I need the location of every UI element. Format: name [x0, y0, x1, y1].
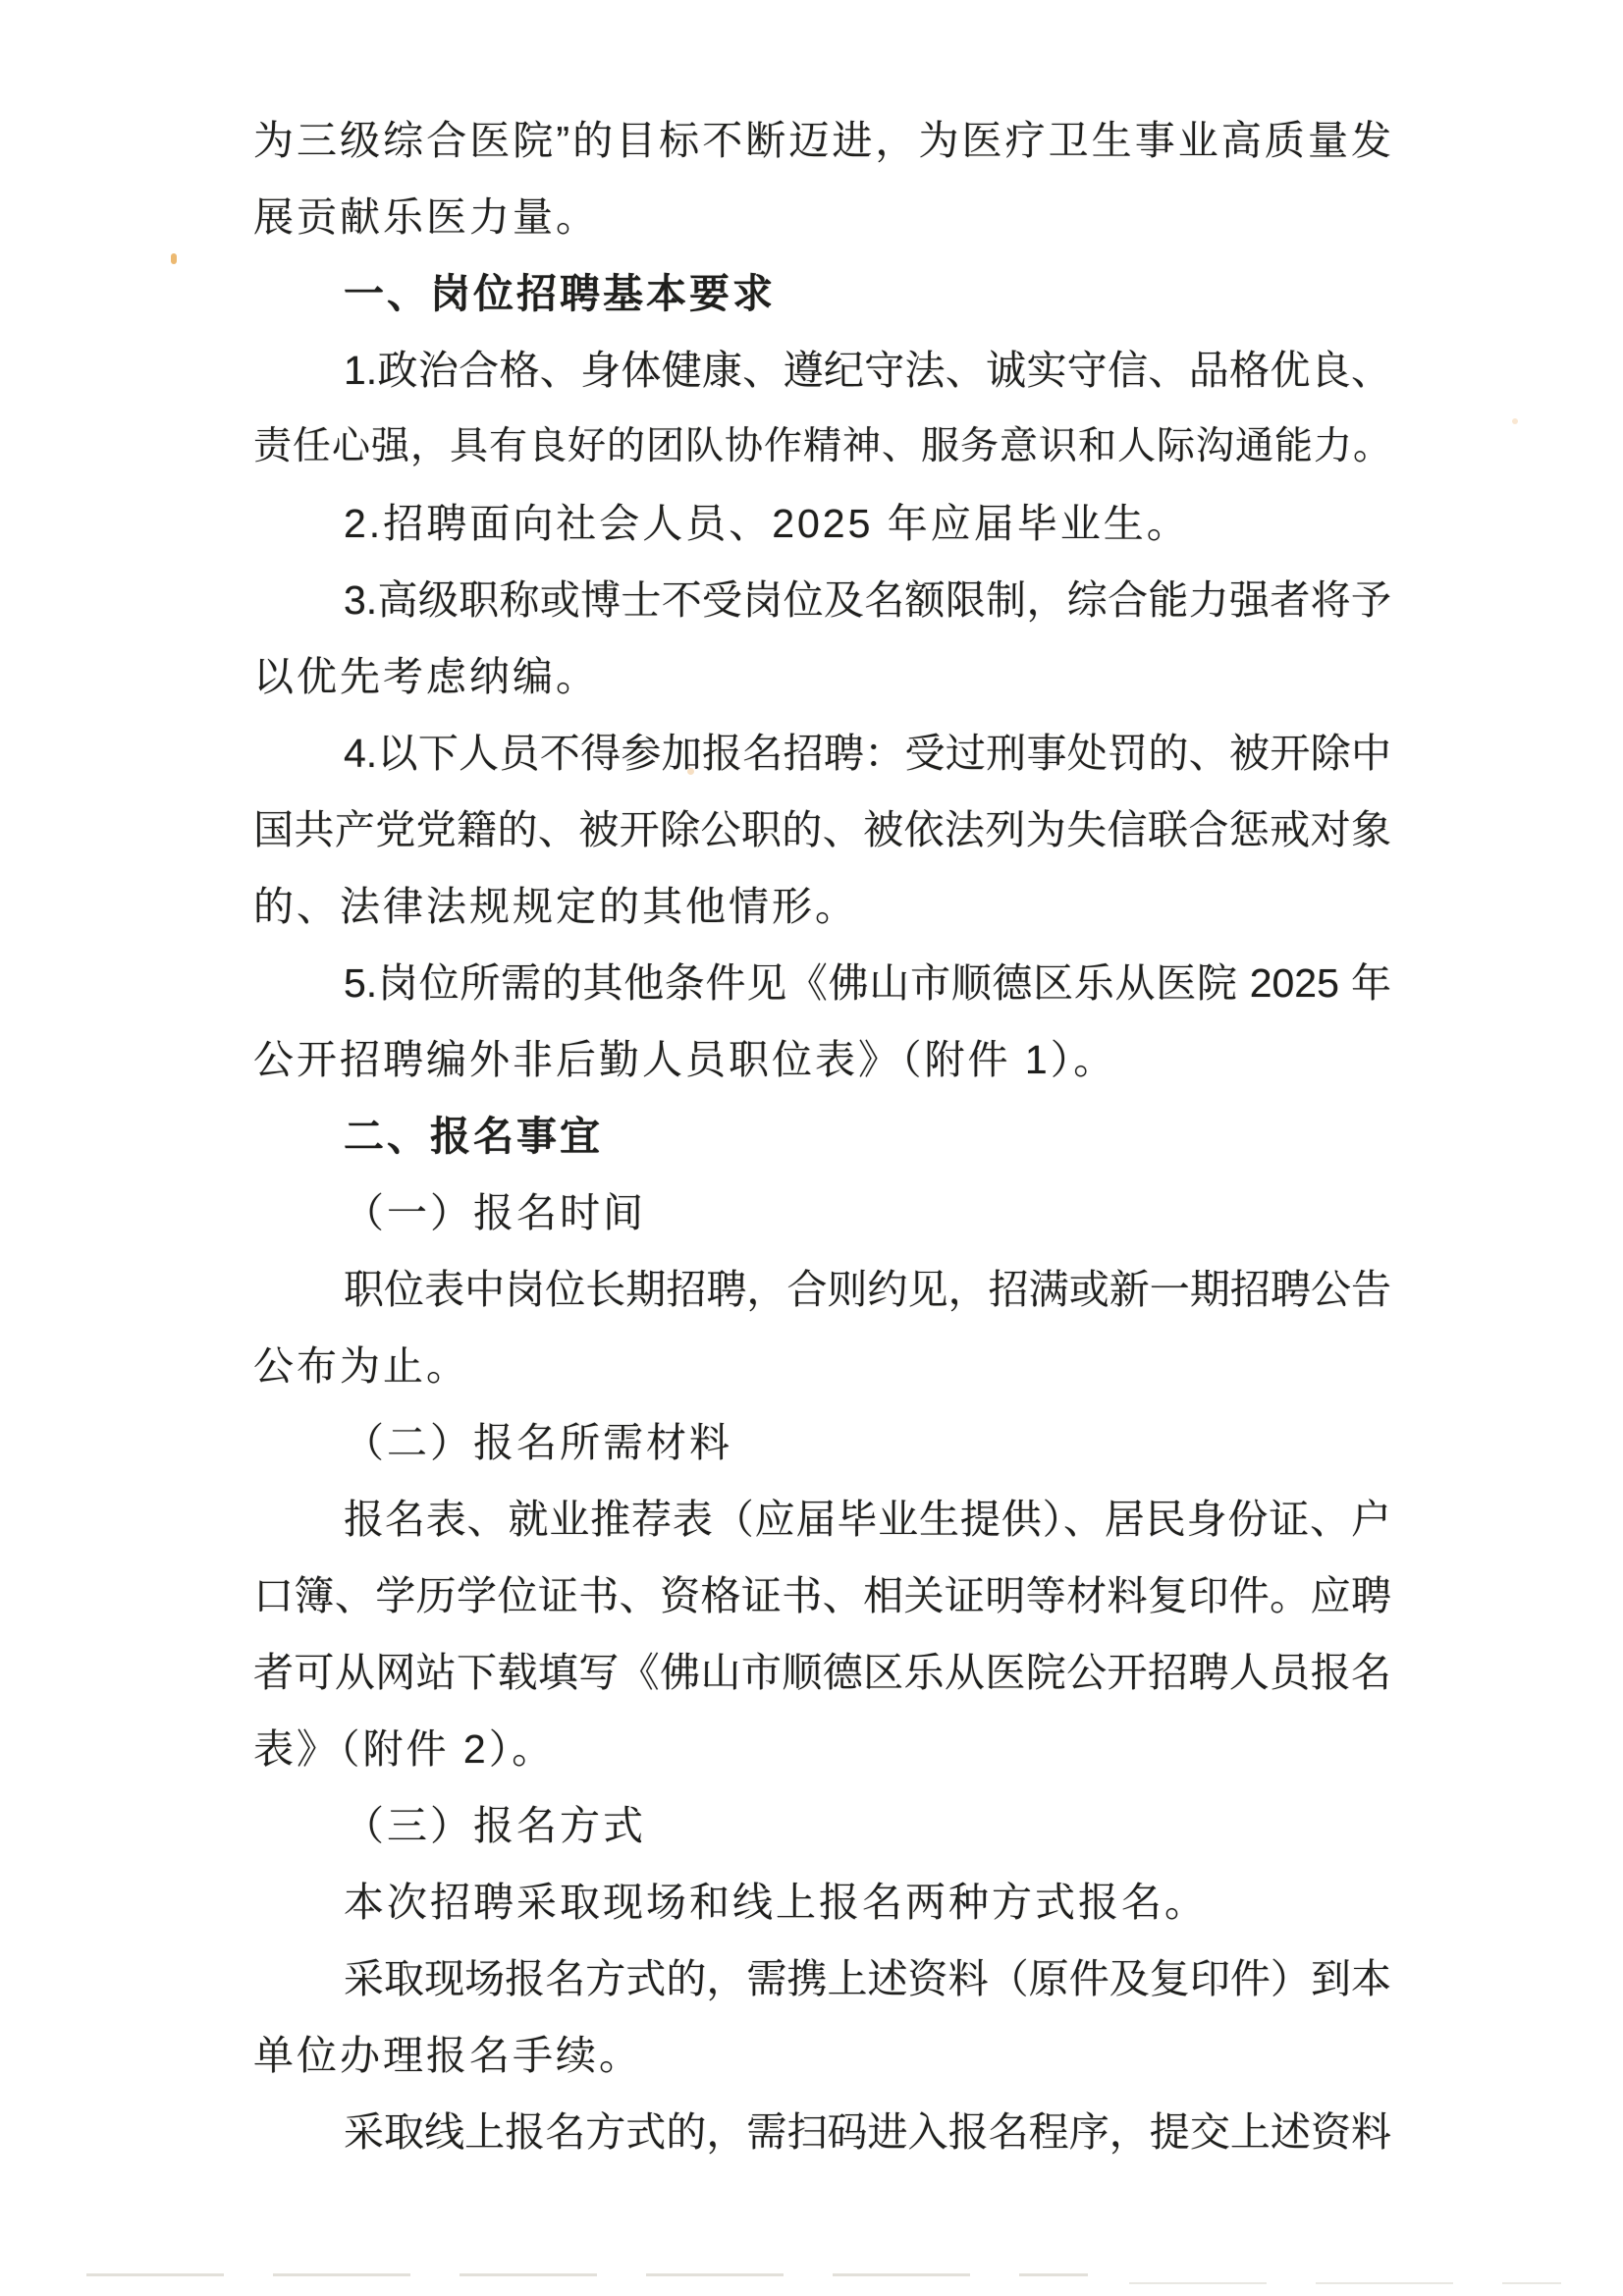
text-line: 单位办理报名手续。 — [253, 2033, 642, 2078]
scan-speck — [687, 768, 694, 775]
sub-heading: （一）报名时间 — [344, 1190, 646, 1235]
text-line: 2.招聘面向社会人员、2025 年应届毕业生。 — [344, 501, 1190, 546]
text-line: 报名表、就业推荐表（应届毕业生提供）、居民身份证、户 — [344, 1497, 1391, 1542]
scan-edge-artifact — [86, 2273, 1088, 2276]
scan-edge-artifact — [1129, 2282, 1561, 2284]
text-line: 公开招聘编外非后勤人员职位表》（附件 1）。 — [253, 1037, 1117, 1082]
text-line: 口簿、学历学位证书、资格证书、相关证明等材料复印件。应聘 — [253, 1573, 1391, 1618]
text-line: 1.政治合格、身体健康、遵纪守法、诚实守信、品格优良、 — [344, 348, 1391, 393]
text-line: 表》（附件 2）。 — [253, 1726, 556, 1772]
text-line: 公布为止。 — [253, 1343, 469, 1389]
scan-speck — [171, 253, 177, 264]
text-line: 职位表中岗位长期招聘，合则约见，招满或新一期招聘公告 — [344, 1267, 1391, 1312]
section-heading: 二、报名事宜 — [344, 1114, 603, 1159]
text-line: 为三级综合医院”的目标不断迈进，为医疗卫生事业高质量发 — [253, 118, 1391, 163]
text-line: 采取现场报名方式的，需携上述资料（原件及复印件）到本 — [344, 1956, 1391, 2001]
text-line: 的、法律法规规定的其他情形。 — [253, 884, 858, 929]
sub-heading: （三）报名方式 — [344, 1803, 646, 1848]
text-line: 展贡献乐医力量。 — [253, 194, 599, 240]
text-line: 以优先考虑纳编。 — [253, 654, 599, 699]
text-line: 采取线上报名方式的，需扫码进入报名程序，提交上述资料 — [344, 2109, 1391, 2155]
text-line: 5.岗位所需的其他条件见《佛山市顺德区乐从医院 2025 年 — [344, 960, 1391, 1006]
section-heading: 一、岗位招聘基本要求 — [344, 271, 776, 316]
text-line: 者可从网站下载填写《佛山市顺德区乐从医院公开招聘人员报名 — [253, 1650, 1391, 1695]
text-line: 责任心强，具有良好的团队协作精神、服务意识和人际沟通能力。 — [253, 425, 1391, 467]
scan-speck — [1512, 418, 1518, 424]
sub-heading: （二）报名所需材料 — [344, 1420, 732, 1465]
text-line: 4.以下人员不得参加报名招聘：受过刑事处罚的、被开除中 — [344, 731, 1391, 776]
text-line: 3.高级职称或博士不受岗位及名额限制，综合能力强者将予 — [344, 577, 1391, 623]
text-line: 国共产党党籍的、被开除公职的、被依法列为失信联合惩戒对象 — [253, 807, 1391, 852]
text-line: 本次招聘采取现场和线上报名两种方式报名。 — [344, 1880, 1208, 1925]
